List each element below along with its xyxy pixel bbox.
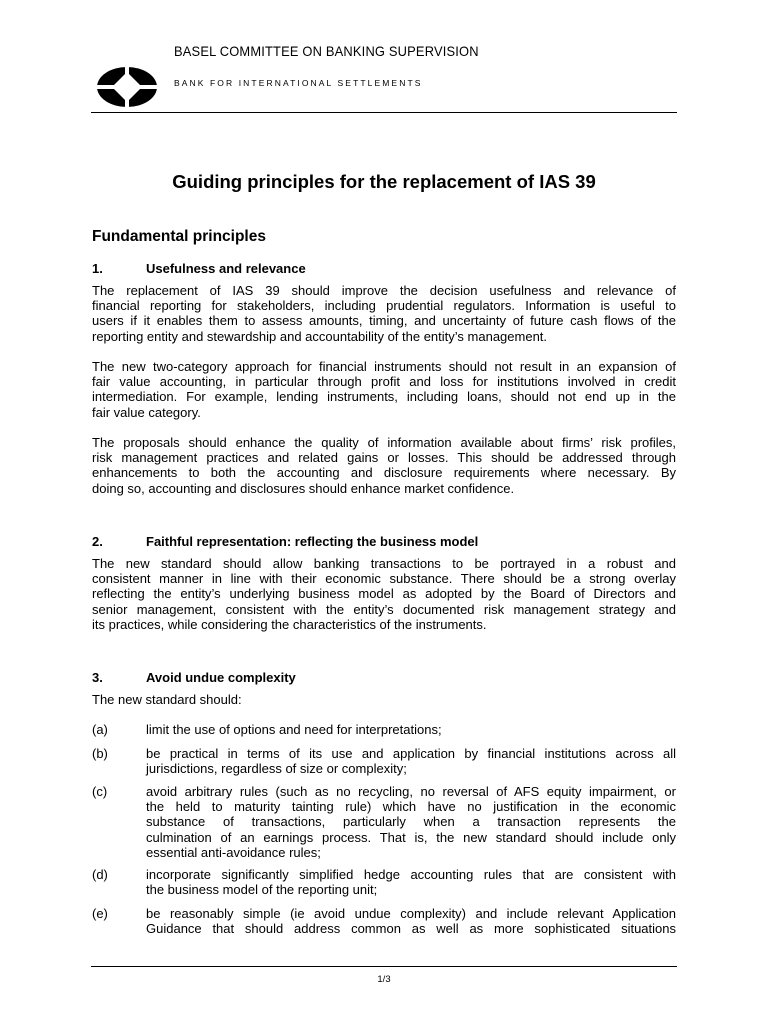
text-line: doing so, accounting and disclosures should enhance market confidence. — [92, 480, 515, 496]
list-item-label: (d) — [92, 867, 108, 882]
list-intro — [92, 692, 676, 707]
principle-title: Faithful representation: reflecting the business model — [146, 534, 479, 549]
text-line: fair value category. — [92, 404, 201, 420]
principle-number: 1. — [92, 261, 103, 276]
principle-title: Avoid undue complexity — [146, 670, 296, 685]
page-number: 1/3 — [377, 974, 391, 985]
committee-name: BASEL COMMITTEE ON BANKING SUPERVISION — [174, 43, 479, 59]
bank-name: BANK FOR INTERNATIONAL SETTLEMENTS — [174, 78, 423, 88]
list-item-label: (a) — [92, 722, 108, 737]
text-line: Guidance that should address common as well as more sophisticated situations — [146, 921, 676, 937]
text-line: consistent manner in line with their economic substance. There should be a strong overlay — [92, 571, 676, 587]
text-line: substance of transactions, particularly when a transaction represents the — [146, 814, 676, 830]
principle-number: 3. — [92, 670, 103, 685]
text-line: senior management, consistent with the entity’s documented risk management strategy and — [92, 601, 676, 617]
text-line: risk management practices and related gains or losses. This should be addressed through — [92, 450, 676, 466]
list-item-text — [146, 722, 676, 737]
list-item-text — [146, 906, 676, 936]
text-line: culmination of an earnings process. That is, the new standard should include only — [146, 829, 676, 845]
text-line: fair value accounting, in particular through profit and loss for institutions involved in credit — [92, 374, 676, 390]
text-line: reflecting the entity’s underlying business model as adopted by the Board of Directors and — [92, 586, 676, 602]
text-line: The new standard should allow banking transactions to be portrayed in a robust and — [92, 556, 676, 571]
principle-number: 2. — [92, 534, 103, 549]
text-line: The new two-category approach for financial instruments should not result in an expansion of — [92, 359, 676, 374]
paragraph — [92, 435, 676, 496]
text-line: enhancements to both the accounting and disclosure requirements where necessary. By — [92, 465, 676, 481]
list-item-label: (b) — [92, 746, 108, 761]
text-line: The proposals should enhance the quality of information available about firms’ risk profiles, — [92, 435, 676, 450]
principle-heading — [92, 670, 296, 685]
principle-heading — [92, 261, 306, 276]
text-line: incorporate significantly simplified hedge accounting rules that are consistent with — [146, 867, 676, 882]
text-line: The new standard should: — [92, 692, 242, 707]
text-line: jurisdictions, regardless of size or complexity; — [146, 761, 407, 777]
principle-title: Usefulness and relevance — [146, 261, 306, 276]
principle-heading — [92, 534, 478, 549]
list-item-text — [146, 867, 676, 897]
text-line: The replacement of IAS 39 should improve the decision usefulness and relevance of — [92, 283, 676, 298]
document-title: Guiding principles for the replacement of IAS 39 — [172, 171, 596, 192]
text-line: the business model of the reporting unit; — [146, 882, 378, 898]
header-divider — [91, 112, 677, 113]
text-line: financial reporting for stakeholders, including prudential regulators. Information is useful to — [92, 298, 676, 314]
footer-divider — [91, 966, 677, 967]
paragraph — [92, 283, 676, 344]
list-item-text — [146, 784, 676, 860]
paragraph — [92, 359, 676, 420]
text-line: be practical in terms of its use and application by financial institutions across all — [146, 746, 676, 761]
section-title: Fundamental principles — [92, 228, 266, 245]
text-line: limit the use of options and need for interpretations; — [146, 722, 442, 737]
list-item-label: (c) — [92, 784, 108, 799]
text-line: be reasonably simple (ie avoid undue complexity) and include relevant Application — [146, 906, 676, 921]
paragraph — [92, 556, 676, 632]
text-line: intermediation. For example, lending instruments, including loans, should not end up in the — [92, 389, 676, 405]
text-line: avoid arbitrary rules (such as no recycling, no reversal of AFS equity impairment, or — [146, 784, 676, 799]
list-item-text — [146, 746, 676, 776]
text-line: the held to maturity tainting rule) which have no justification in the economic — [146, 799, 676, 815]
bis-logo-icon — [96, 66, 158, 108]
text-line: reporting entity and stewardship and accountability of the entity’s management. — [92, 328, 548, 344]
text-line: users if it enables them to assess amounts, timing, and uncertainty of future cash flows of the — [92, 313, 676, 329]
text-line: essential anti-avoidance rules; — [146, 844, 321, 860]
list-item-label: (e) — [92, 906, 108, 921]
text-line: its practices, while considering the characteristics of the instruments. — [92, 616, 487, 632]
